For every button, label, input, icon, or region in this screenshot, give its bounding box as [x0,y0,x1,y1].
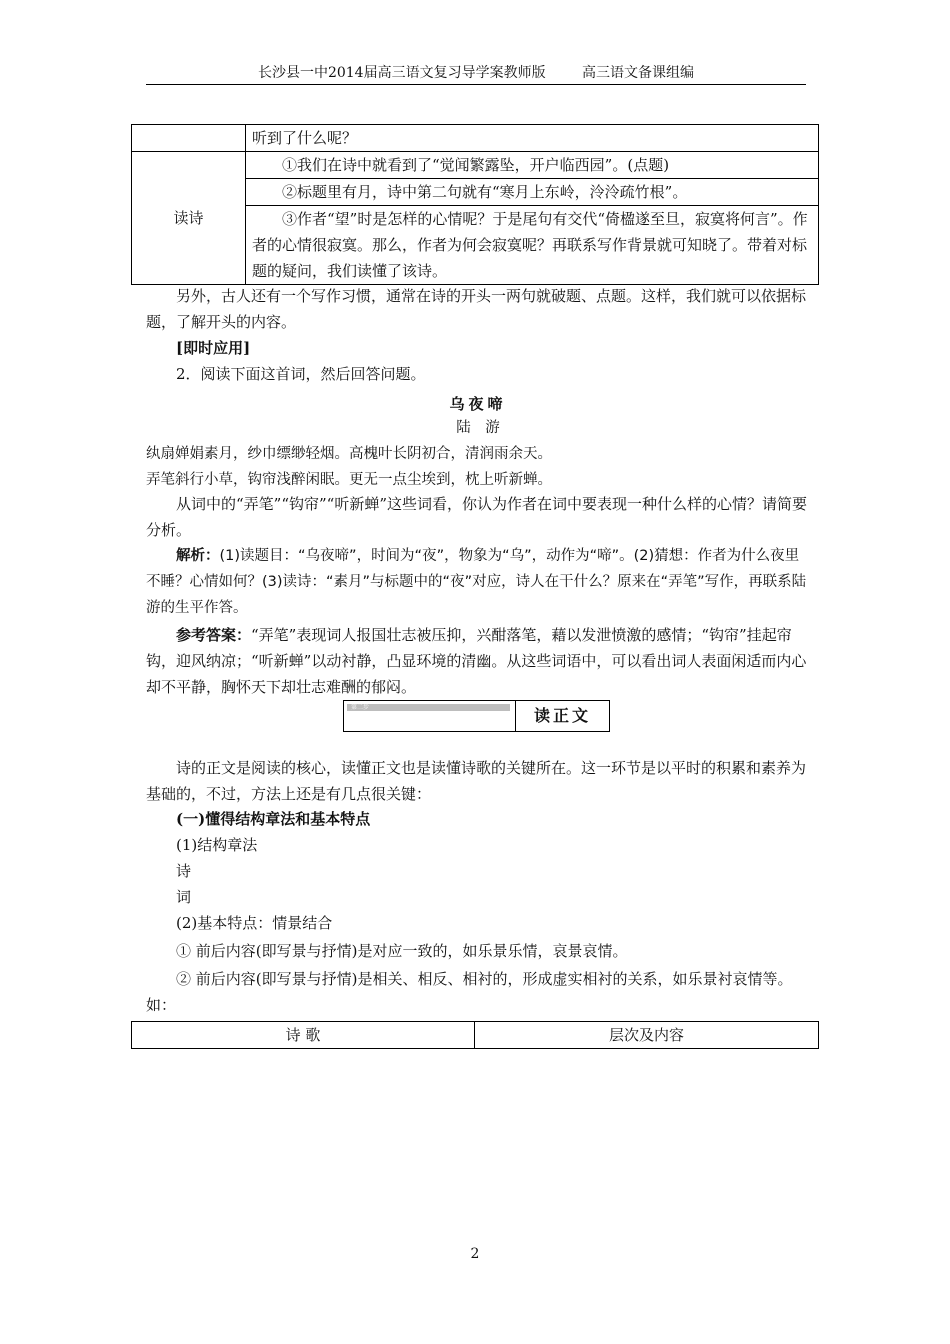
feature-2: ② 前后内容(即写景与抒情)是相关、相反、相衬的，形成虚实相衬的关系，如乐景衬哀情等。如： [146,970,793,1014]
table-cell: ③作者“望”时是怎样的心情呢？于是尾句有交代“倚楹遂至旦，寂寞将何言”。作者的心情很寂寞。那么，作者为何会寂寞呢？再联系写作背景就可知晓了。带着对标题的疑问，我们读懂了该诗。 [246,206,819,285]
table-cell: ①我们在诗中就看到了“觉闻繁露坠，开户临西园”。(点题) [246,152,819,179]
paragraph-core: 诗的正文是阅读的核心，读懂正文也是读懂诗歌的关键所在。这一环节是以平时的积累和素养为基础的，不过，方法上还是有几点很关键： [146,759,807,803]
table-cell: 听到了什么呢？ [246,125,819,152]
header-title: 长沙县一中2014届高三语文复习导学案教师版 [257,65,546,81]
table-cell-empty [132,125,246,152]
column-header-content: 层次及内容 [475,1022,819,1049]
step-banner [343,700,610,732]
poem-line-1: 纨扇婵娟素月，纱巾缥缈轻烟。高槐叶长阴初合，清润雨余天。 [146,446,552,462]
reading-table [131,124,819,285]
table-cell: ②标题里有月，诗中第二句就有“寒月上东岭，泠泠疏竹根”。 [246,179,819,206]
header-editor: 高三语文备课组编 [582,65,695,81]
column-header-poem: 诗 歌 [132,1022,475,1049]
poem-analysis-table [131,1021,819,1049]
subheading-features: (2)基本特点：情景结合 [176,914,333,932]
page-header [146,62,806,85]
feature-1: ① 前后内容(即写景与抒情)是对应一致的，如乐景乐情，哀景哀情。 [176,942,628,960]
table-row [132,152,819,179]
subheading-structure: (1)结构章法 [176,836,258,854]
step-tag: 第二步 [347,704,510,711]
poem-title: 乌夜啼 [449,395,507,413]
step-label: 读正文 [533,706,591,725]
paragraph-habit: 另外，古人还有一个写作习惯，通常在诗的开头一两句就破题、点题。这样，我们就可以依据标题，了解开头的内容。 [146,287,807,331]
table-label-read-poem: 读诗 [132,152,246,285]
analysis-text: (1)读题目：“乌夜啼”，时间为“夜”，物象为“乌”，动作为“啼”。(2)猜想：作者为什么夜里不睡？心情如何？(3)读诗：“素月”与标题中的“夜”对应，诗人在干什么？原来在“弄笔”写作，再联系陆游的生平作答。 [146,548,807,616]
page-number: 2 [470,1246,480,1262]
poem-line-2: 弄笔斜行小草，钩帘浅醉闲眠。更无一点尘埃到，枕上听新蝉。 [146,472,552,488]
table-header-row [132,1022,819,1049]
reference-answer [146,622,810,700]
poem-author: 陆 游 [456,420,500,436]
question-ask: 从词中的“弄笔”“钩帘”“听新蝉”这些词看，你认为作者在词中要表现一种什么样的心情？请简要分析。 [146,495,808,539]
label-ci: 词 [176,888,192,906]
analysis [146,543,810,621]
question-2: 2．阅读下面这首词，然后回答问题。 [176,365,426,383]
analysis-label: 解析： [176,548,220,564]
heading-structure: (一)懂得结构章法和基本特点 [176,810,371,828]
answer-text: “弄笔”表现词人报国壮志被压抑，兴酣落笔，藉以发泄愤激的感情；“钩帘”挂起帘钩，迎风纳凉；“听新蝉”以动衬静，凸显环境的清幽。从这些词语中，可以看出词人表面闲适而内心却不平静，胸怀天下却壮志难酬的郁闷。 [146,626,807,696]
table-row [132,125,819,152]
answer-label: 参考答案： [176,626,252,644]
section-apply: [即时应用] [176,339,251,357]
label-shi: 诗 [176,862,192,880]
